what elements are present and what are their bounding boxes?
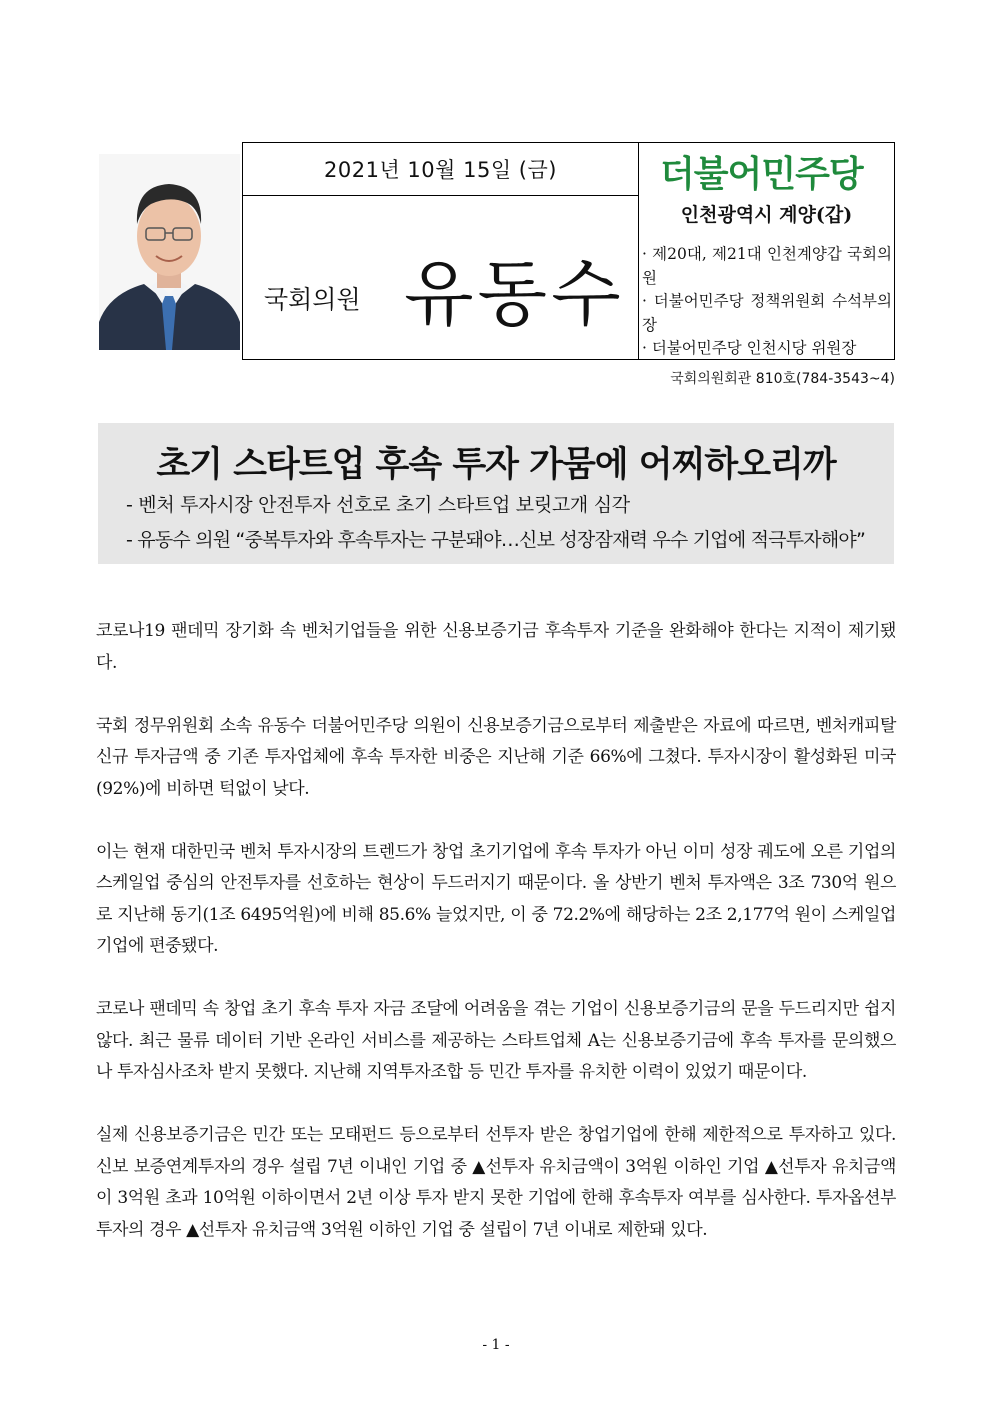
career-item: · 더불어민주당 정책위원회 수석부의장	[642, 292, 892, 334]
career-item: · 더불어민주당 인천시당 위원장	[642, 339, 857, 357]
paragraph: 실제 신용보증기금은 민간 또는 모태펀드 등으로부터 선투자 받은 창업기업에 한해 제한적으로 투자하고 있다. 신보 보증연계투자의 경우 설립 7년 이내인 기업 중 ▲선투자 유치금액이 3억원 이하인 기업 ▲선투자 유치금액이 3억원 초과 10억원 이하이면서 2년 이상 투자 받지 못한 기업에 한해 후속투자 여부를 심사한다. 투자옵션부투자의 경우 ▲선투자 유치금액 3억원 이하인 기업 중 설립이 7년 이내로 제한돼 있다.	[96, 1125, 896, 1240]
career-item: · 제20대, 제21대 인천계양갑 국회의원	[642, 245, 892, 287]
article-body	[96, 616, 896, 1278]
party-logo: 더불어민주당	[660, 154, 863, 195]
career-list	[642, 243, 892, 361]
paragraph: 이는 현재 대한민국 벤처 투자시장의 트렌드가 창업 초기기업에 후속 투자가 아닌 이미 성장 궤도에 오른 기업의 스케일업 중심의 안전투자를 선호하는 현상이 두드러지기 때문이다. 올 상반기 벤처 투자액은 3조 730억 원으로 지난해 동기(1조 6495억원)에 비해 85.6% 늘었지만, 이 중 72.2%에 해당하는 2조 2,177억 원이 스케일업 기업에 편중됐다.	[96, 841, 896, 956]
headline: 초기 스타트업 후속 투자 가뭄에 어찌하오리까	[156, 445, 836, 485]
constituency: 인천광역시 계양(갑)	[680, 204, 853, 226]
header-table	[242, 142, 895, 360]
headline-box	[98, 423, 894, 564]
paragraph: 코로나19 팬데믹 장기화 속 벤처기업들을 위한 신용보증기금 후속투자 기준을 완화해야 한다는 지적이 제기됐다.	[96, 621, 896, 673]
paragraph: 국회 정무위원회 소속 유동수 더불어민주당 의원이 신용보증기금으로부터 제출받은 자료에 따르면, 벤처캐피탈 신규 투자금액 중 기존 투자업체에 후속 투자한 비중은 지난해 기준 66%에 그쳤다. 투자시장이 활성화된 미국(92%)에 비하면 턱없이 낮다.	[96, 715, 896, 799]
page-number: - 1 -	[482, 1337, 510, 1353]
lawmaker-photo	[99, 154, 240, 350]
role-label: 국회의원	[264, 285, 361, 314]
release-date: 2021년 10월 15일 (금)	[324, 158, 557, 182]
subheadline-1: - 벤처 투자시장 안전투자 선호로 초기 스타트업 보릿고개 심각	[126, 494, 630, 516]
paragraph: 코로나 팬데믹 속 창업 초기 후속 투자 자금 조달에 어려움을 겪는 기업이 신용보증기금의 문을 두드리지만 쉽지않다. 최근 물류 데이터 기반 온라인 서비스를 제공하는 스타트업체 A는 신용보증기금에 후속 투자를 문의했으나 투자심사조차 받지 못했다. 지난해 지역투자조합 등 민간 투자를 유치한 이력이 있었기 때문이다.	[96, 999, 896, 1082]
lawmaker-name: 유동수	[404, 252, 625, 336]
office-contact: 국회의원회관 810호(784-3543~4)	[670, 371, 895, 387]
subheadline-2: - 유동수 의원 “중복투자와 후속투자는 구분돼야…신보 성장잠재력 우수 기업에 적극투자해야”	[126, 529, 865, 551]
